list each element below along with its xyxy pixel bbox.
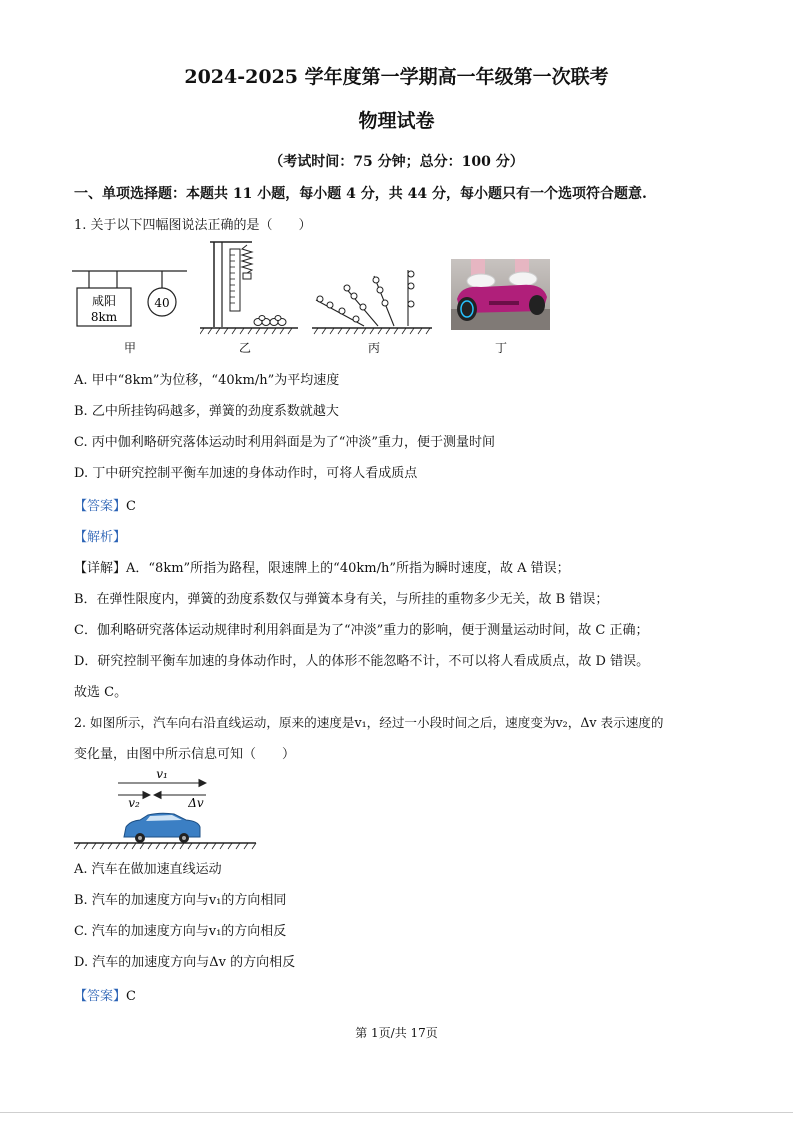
- dv-label: Δv: [188, 796, 204, 810]
- figure-bing-inclines: [312, 268, 434, 338]
- q2-option-a: A. 汽车在做加速直线运动: [74, 862, 222, 877]
- q1-answer: [74, 495, 136, 514]
- figure-label-yi: 乙: [238, 341, 251, 355]
- q2-stem-line1: 2. 如图所示，汽车向右沿直线运动，原来的速度是v₁，经过一小段时间之后，速度变为v₂，Δv 表示速度的: [74, 715, 664, 730]
- q1-option-d: D. 丁中研究控制平衡车加速的身体动作时，可将人看成质点: [74, 466, 418, 481]
- answer-tag: 【答案】: [74, 989, 127, 1004]
- figure-car-velocity: [70, 765, 260, 850]
- exam-info: （考试时间：75 分钟；总分：100 分）: [269, 154, 524, 170]
- q2-stem-line2: 变化量，由图中所示信息可知（ ）: [74, 747, 296, 762]
- detail-line-a: 【详解】A．“8km”所指为路程，限速牌上的“40km/h”所指为瞬时速度，故 A 错误；: [74, 561, 570, 576]
- q1-stem: 1. 关于以下四幅图说法正确的是（ ）: [74, 218, 312, 233]
- figure-label-bing: 丙: [367, 341, 380, 355]
- answer-tag: 【答案】: [74, 499, 127, 514]
- q1-option-b: B. 乙中所挂钩码越多，弹簧的劲度系数就越大: [74, 404, 339, 419]
- analysis-tag: 【解析】: [74, 530, 127, 545]
- v1-label: v₁: [156, 767, 168, 781]
- detail-line-d: D．研究控制平衡车加速的身体动作时，人的体形不能忽略不计，不可以将人看成质点，故 D 错误。: [74, 654, 650, 669]
- q1-option-c: C. 丙中伽利略研究落体运动时利用斜面是为了“冲淡”重力，便于测量时间: [74, 435, 496, 450]
- v2-label: v₂: [128, 796, 140, 810]
- q2-option-d: D. 汽车的加速度方向与Δv 的方向相反: [74, 955, 296, 970]
- sign-distance: 8km: [90, 310, 118, 324]
- bottom-divider: [0, 1112, 793, 1113]
- figure-yi-spring: [200, 239, 300, 337]
- sign-city: 咸阳: [91, 294, 117, 308]
- speed-limit-sign: 40: [154, 296, 170, 310]
- page-number: 第 1页/共 17页: [355, 1026, 438, 1040]
- q2-option-b: B. 汽车的加速度方向与v₁的方向相同: [74, 893, 287, 908]
- detail-line-c: C．伽利略研究落体运动规律时利用斜面是为了“冲淡”重力的影响，便于测量运动时间，故 C 正确；: [74, 623, 649, 638]
- subject-title: 物理试卷: [358, 110, 435, 132]
- figure-ding-balance-scooter: [451, 259, 550, 330]
- detail-conclusion: 故选 C。: [74, 685, 128, 700]
- exam-title: 2024-2025 学年度第一学期高一年级第一次联考: [184, 66, 609, 88]
- figure-jia-road-signs: [72, 262, 190, 337]
- figure-label-ding: 丁: [494, 341, 507, 355]
- q2-option-c: C. 汽车的加速度方向与v₁的方向相反: [74, 924, 287, 939]
- answer-value: C: [126, 499, 136, 514]
- detail-tag: 【详解】: [74, 561, 127, 576]
- q1-option-a: A. 甲中“8km”为位移，“40km/h”为平均速度: [74, 373, 340, 388]
- figure-label-jia: 甲: [123, 341, 136, 355]
- section-heading: 一、单项选择题：本题共 11 小题，每小题 4 分，共 44 分，每小题只有一个选项符合题意.: [74, 186, 647, 202]
- answer-value: C: [126, 989, 136, 1004]
- detail-line-b: B．在弹性限度内，弹簧的劲度系数仅与弹簧本身有关，与所挂的重物多少无关，故 B 错误；: [74, 592, 609, 607]
- q2-answer: [74, 985, 136, 1004]
